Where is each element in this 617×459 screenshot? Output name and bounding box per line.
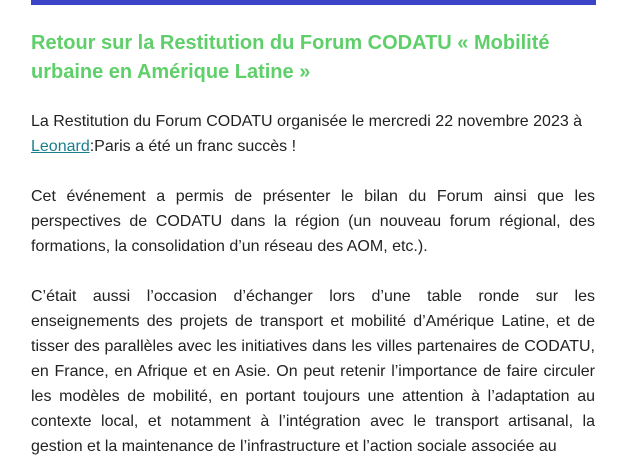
roundtable-paragraph: C’était aussi l’occasion d’échanger lors d’une table ronde sur les enseignements des projets de transport et mobilité d’Amérique Latine, et de tisser des parallèles avec les initiatives dans les villes partenaires de CODATU, en France, en Afrique et en Asie. On peut retenir l’importance de faire circuler les modèles de mobilité, en portant toujours une attention à l’adaptation au contexte local, et notamment à l’intégration avec le transport artisanal, la gestion et la maintenance de l’infrastructure et l’action sociale associée au xyxy=(31,288,595,455)
intro-paragraph xyxy=(31,109,595,159)
top-accent-bar xyxy=(31,0,596,5)
summary-paragraph: Cet événement a permis de présenter le bilan du Forum ainsi que les perspectives de CODATU dans la région (un nouveau forum régional, des formations, la consolidation d’un réseau des AOM, etc.). xyxy=(31,188,595,255)
article-title: Retour sur la Restitution du Forum CODATU « Mobilité urbaine en Amérique Latine » xyxy=(31,32,550,83)
leonard-link[interactable]: Leonard xyxy=(31,138,90,155)
article-body xyxy=(31,29,595,459)
intro-text-after-link: :Paris a été un franc succès ! xyxy=(89,138,297,155)
intro-text-before-link: La Restitution du Forum CODATU organisée le mercredi 22 novembre 2023 à xyxy=(31,113,583,130)
